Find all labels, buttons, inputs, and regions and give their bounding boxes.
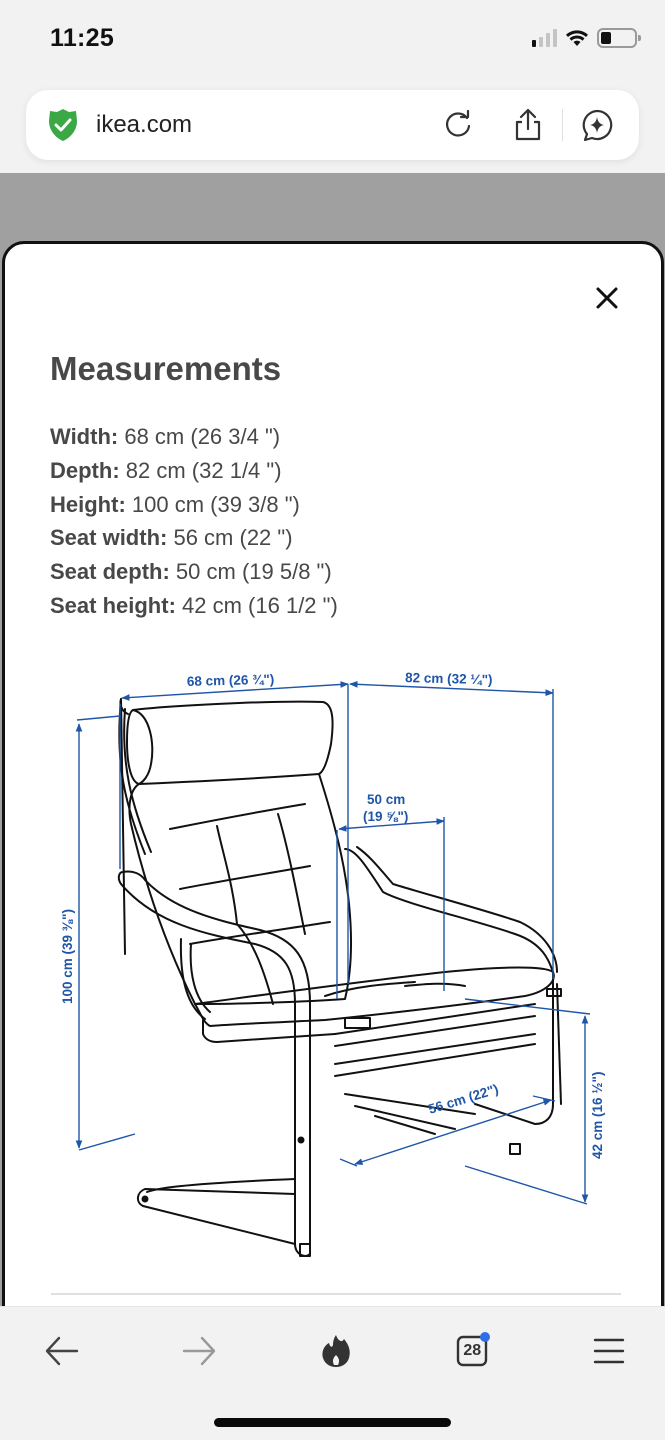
status-icons <box>532 28 637 48</box>
shield-check-icon <box>46 107 80 143</box>
notification-dot <box>480 1332 490 1342</box>
spec-value: 82 cm (32 1/4 ") <box>125 457 282 483</box>
dim-width-label: 68 cm (26 ¾") <box>186 671 275 689</box>
back-button[interactable] <box>36 1327 88 1375</box>
url-text[interactable]: ikea.com <box>96 111 193 138</box>
spec-label: Seat height: <box>50 592 176 618</box>
arrow-right-icon <box>181 1335 217 1367</box>
chair-illustration <box>119 699 561 1256</box>
reload-icon <box>442 109 474 141</box>
dimension-lines <box>77 684 590 1204</box>
forward-button[interactable] <box>173 1327 225 1375</box>
ai-assistant-button[interactable] <box>573 101 621 149</box>
spec-value: 68 cm (26 3/4 ") <box>124 424 281 449</box>
spec-value: 50 cm (19 5/8 ") <box>175 559 332 585</box>
arrow-left-icon <box>44 1335 80 1367</box>
modal-title: Measurements <box>50 350 282 387</box>
dim-seat-height-label: 42 cm (16 ½") <box>590 1071 605 1159</box>
wifi-icon <box>565 29 589 47</box>
fire-button[interactable] <box>310 1327 362 1375</box>
spec-label: Width: <box>50 424 119 449</box>
home-indicator[interactable] <box>214 1418 451 1427</box>
spec-seat-depth <box>50 555 338 589</box>
tab-count: 28 <box>463 1342 482 1359</box>
dim-seat-width-label: 56 cm (22") <box>426 1081 501 1117</box>
reload-button[interactable] <box>434 101 482 149</box>
battery-icon <box>597 28 637 48</box>
menu-icon <box>593 1337 625 1365</box>
spec-label: Height: <box>50 491 126 517</box>
share-button[interactable] <box>504 101 552 149</box>
spec-value: 42 cm (16 1/2 ") <box>182 592 338 618</box>
cellular-signal-icon <box>532 29 557 47</box>
status-bar <box>0 0 665 82</box>
ai-assistant-icon <box>580 108 614 142</box>
spec-width <box>50 420 338 454</box>
close-button[interactable] <box>591 282 623 314</box>
dim-seat-depth-label-2: (19 ⅝") <box>363 809 409 824</box>
menu-button[interactable] <box>583 1327 635 1375</box>
spec-seat-height <box>50 589 338 623</box>
chair-dimension-diagram <box>5 244 664 1341</box>
spec-label: Seat depth: <box>50 559 170 585</box>
address-bar[interactable] <box>26 90 639 160</box>
url-bar-divider <box>562 109 563 141</box>
spec-height <box>50 488 338 522</box>
dim-height-label: 100 cm (39 ⅜") <box>60 909 75 1004</box>
share-icon <box>513 108 543 142</box>
spec-depth <box>50 454 338 488</box>
spec-seat-width <box>50 521 338 555</box>
modal-divider <box>51 1293 621 1295</box>
status-time: 11:25 <box>50 24 115 52</box>
close-icon <box>595 286 619 310</box>
spec-value: 56 cm (22 ") <box>173 525 293 551</box>
spec-label: Depth: <box>50 457 120 483</box>
spec-value: 100 cm (39 3/8 ") <box>131 491 300 517</box>
tabs-button[interactable] <box>446 1327 498 1375</box>
spec-list <box>50 420 338 623</box>
dim-seat-depth-label-1: 50 cm <box>367 792 406 807</box>
measurements-modal <box>2 241 664 1341</box>
dim-depth-label: 82 cm (32 ¼") <box>404 670 493 688</box>
spec-label: Seat width: <box>50 525 168 551</box>
fire-icon <box>320 1333 352 1369</box>
